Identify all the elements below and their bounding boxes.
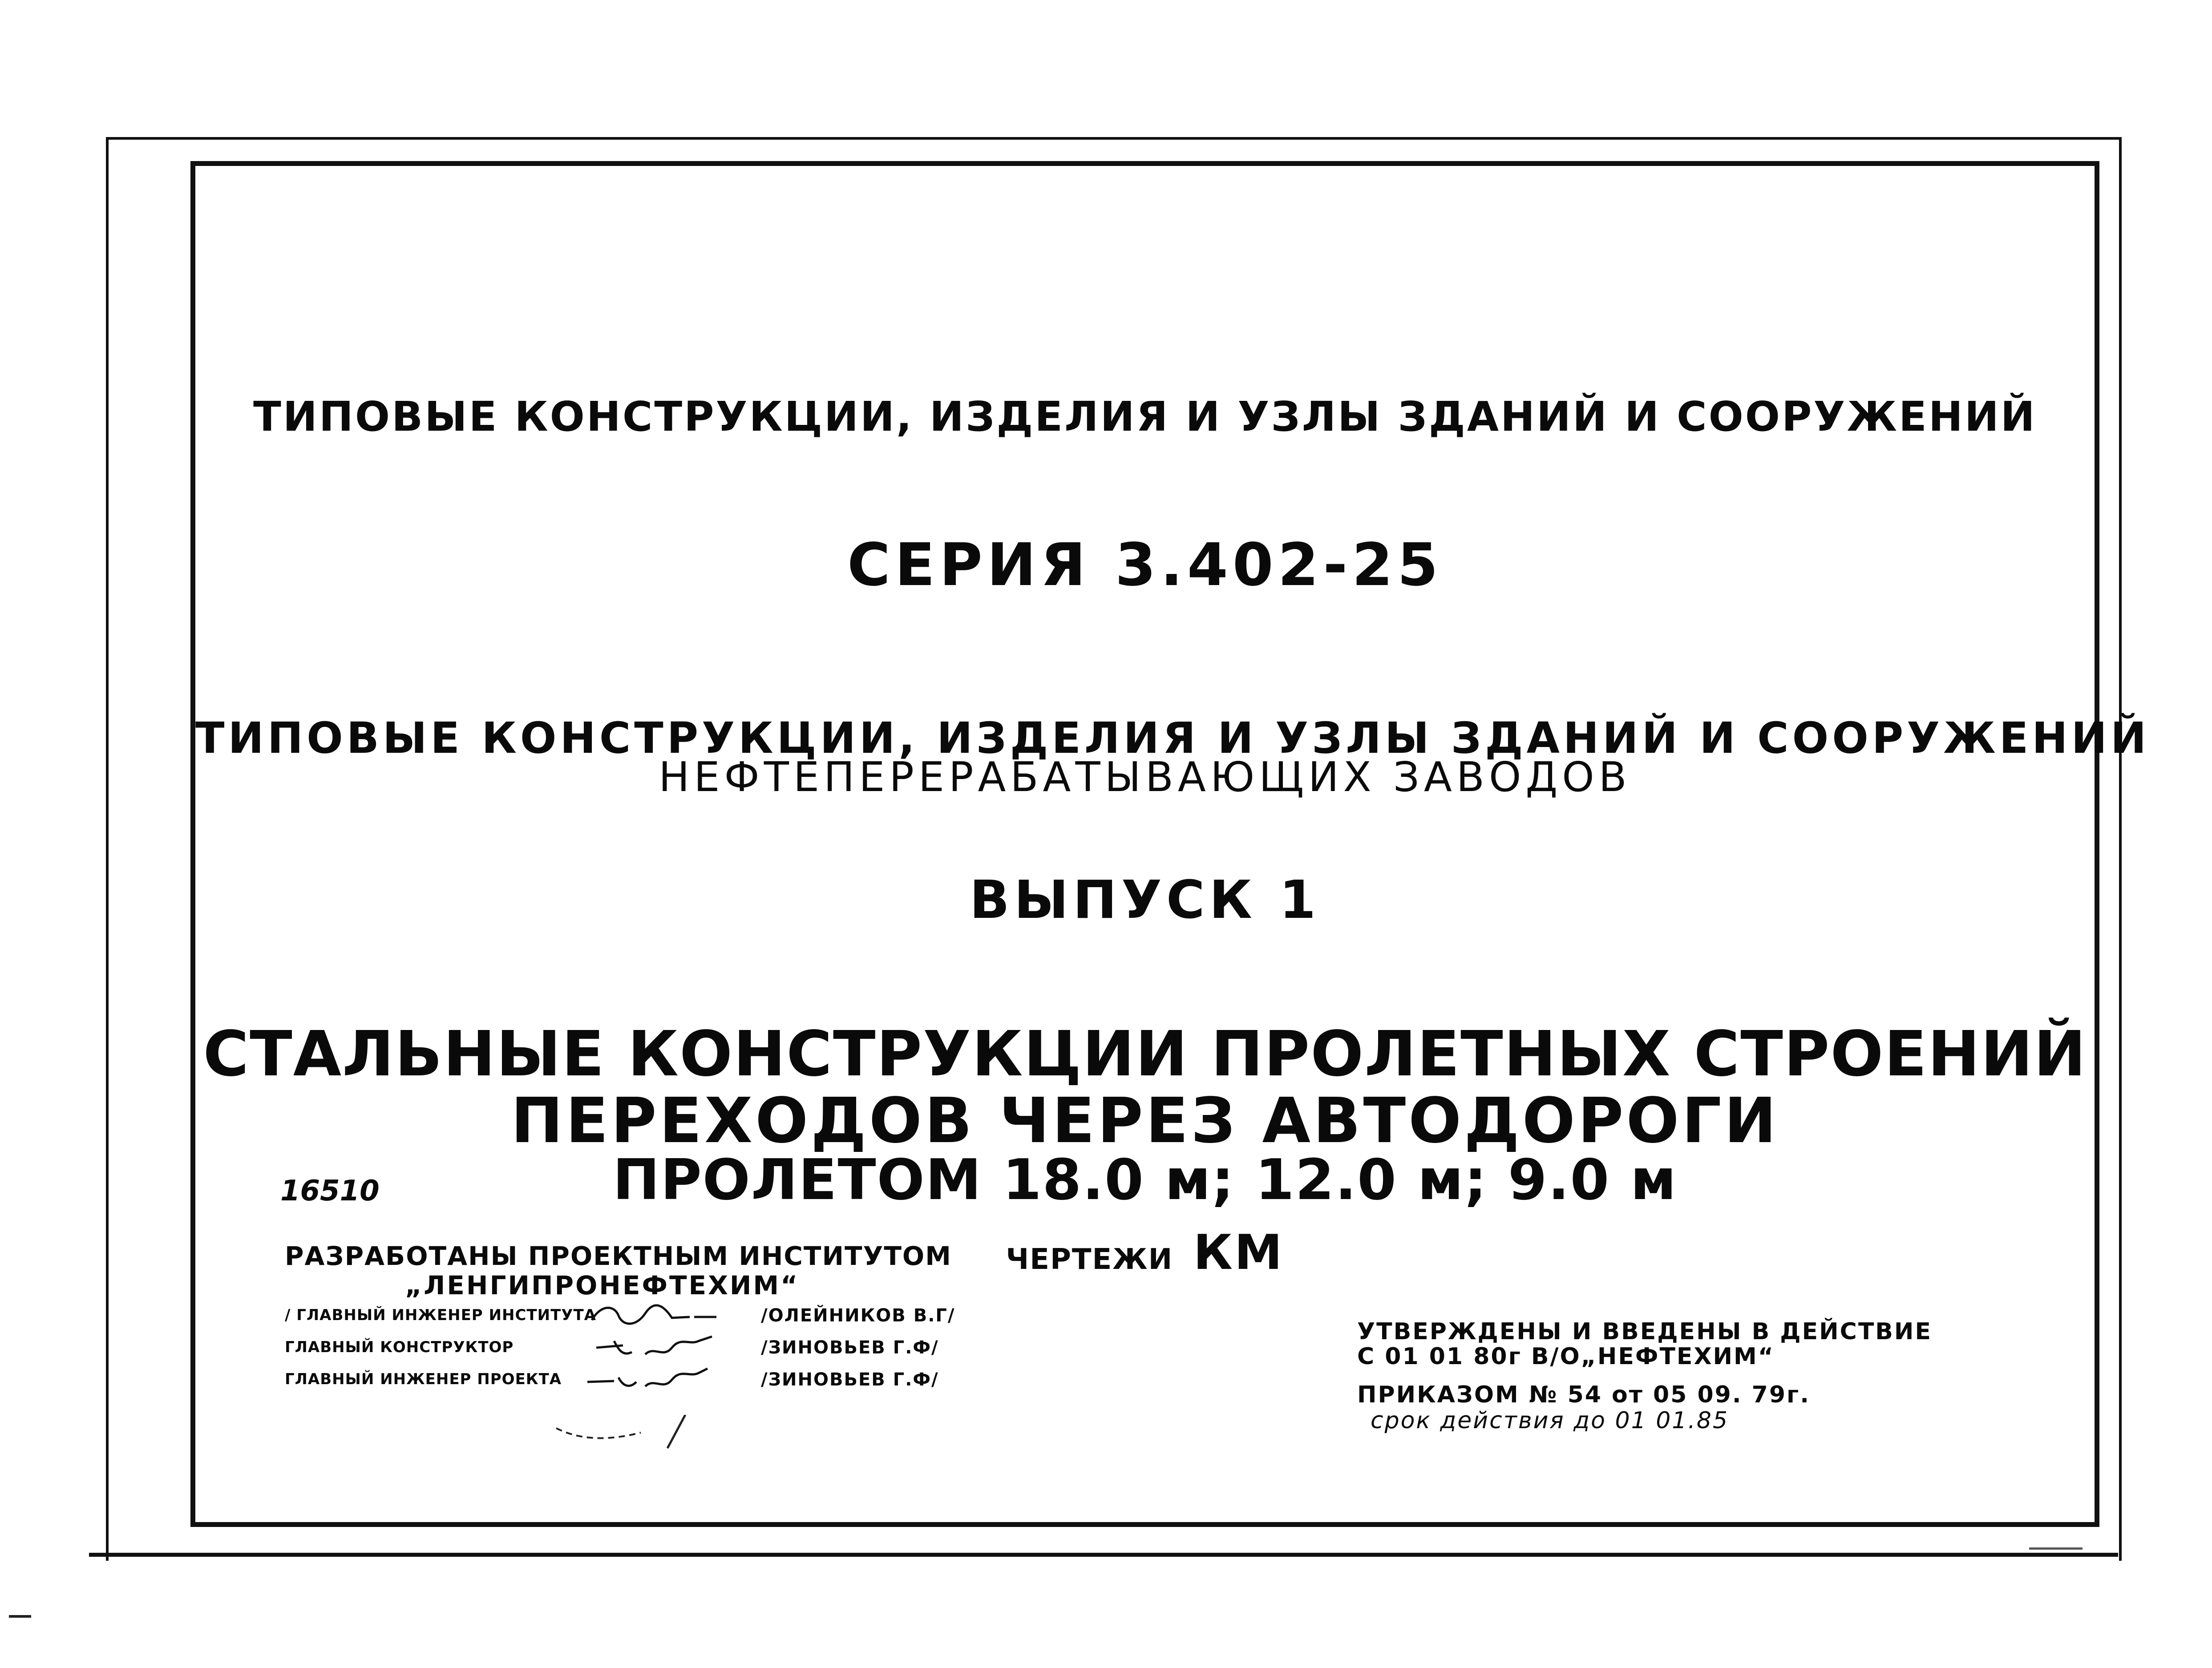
approval-line-1: УТВЕРЖДЕНЫ И ВВЕДЕНЫ В ДЕЙСТВИЕ xyxy=(1357,1318,1932,1345)
signatory-name: /ЗИНОВЬЕВ Г.Ф/ xyxy=(761,1337,939,1358)
handwritten-signature xyxy=(587,1300,721,1331)
developer-title: РАЗРАБОТАНЫ ПРОЕКТНЫМ ИНСТИТУТОМ xyxy=(285,1241,952,1271)
approval-block xyxy=(1357,1319,1958,1434)
signatory-role: ГЛАВНЫЙ КОНСТРУКТОР xyxy=(285,1338,514,1356)
series-label: СЕРИЯ 3.402-25 xyxy=(847,531,1443,599)
corner-mark xyxy=(9,1615,31,1618)
signatory-role: ГЛАВНЫЙ ИНЖЕНЕР ПРОЕКТА xyxy=(285,1370,562,1388)
signatory-role: / ГЛАВНЫЙ ИНЖЕНЕР ИНСТИТУТА xyxy=(285,1306,596,1324)
title-line-1: СТАЛЬНЫЕ КОНСТРУКЦИИ ПРОЛЕТНЫХ СТРОЕНИЙ xyxy=(203,1018,2087,1090)
handwritten-signature xyxy=(587,1332,721,1363)
drawings-code: КМ xyxy=(1193,1225,1284,1280)
drawings-label: ЧЕРТЕЖИ xyxy=(1006,1243,1173,1276)
title-line-2: ПЕРЕХОДОВ ЧЕРЕЗ АВТОДОРОГИ xyxy=(511,1085,1779,1157)
title-line-3: ПРОЛЕТОМ 18.0 м; 12.0 м; 9.0 м xyxy=(613,1147,1677,1212)
signatory-name: /ЗИНОВЬЕВ Г.Ф/ xyxy=(761,1369,939,1390)
signatory-row xyxy=(285,1303,1041,1332)
signatory-name: /ОЛЕЙНИКОВ В.Г/ xyxy=(761,1305,955,1326)
validity-period: срок действия до 01 01.85 xyxy=(1371,1407,1729,1434)
subtitle-line-1: ТИПОВЫЕ КОНСТРУКЦИИ, ИЗДЕЛИЯ И УЗЛЫ ЗДАНИЙ И СООРУЖЕНИЙ xyxy=(195,713,2150,763)
approval-order: ПРИКАЗОМ № 54 от 05 09. 79г. xyxy=(1357,1381,1810,1408)
signatory-row xyxy=(285,1335,1041,1364)
handwritten-signature xyxy=(587,1364,721,1395)
developer-block xyxy=(285,1241,1041,1396)
developer-organization: „ЛЕНГИПРОНЕФТЕХИМ“ xyxy=(405,1270,800,1300)
stray-mark xyxy=(2029,1547,2083,1550)
header-line: ТИПОВЫЕ КОНСТРУКЦИИ, ИЗДЕЛИЯ И УЗЛЫ ЗДАНИЙ И СООРУЖЕНИЙ xyxy=(253,393,2037,440)
bottom-rule xyxy=(89,1553,2118,1557)
signatory-row xyxy=(285,1367,1041,1396)
subtitle-line-2: НЕФТЕПЕРЕРАБАТЫВАЮЩИХ ЗАВОДОВ xyxy=(659,753,1631,801)
issue-label: ВЫПУСК 1 xyxy=(969,869,1321,930)
signature-flourish xyxy=(552,1415,703,1450)
document-number: 16510 xyxy=(280,1175,380,1208)
approval-line-2: С 01 01 80г В/О„НЕФТЕХИМ“ xyxy=(1357,1343,1775,1370)
